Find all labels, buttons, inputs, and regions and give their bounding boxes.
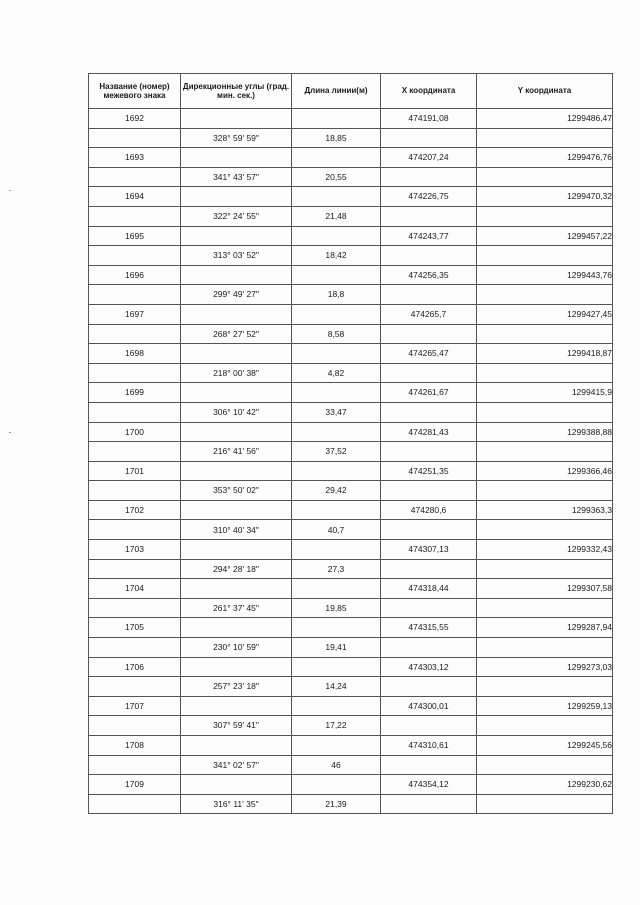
line-length-cell: 27,3 — [292, 559, 381, 579]
line-length-cell: 19,85 — [292, 598, 381, 618]
empty-cell — [381, 559, 477, 579]
direction-angle-cell: 299° 49' 27" — [181, 285, 292, 305]
table-row-segment — [89, 167, 613, 187]
empty-cell — [381, 246, 477, 266]
empty-cell — [89, 677, 181, 697]
empty-cell — [181, 500, 292, 520]
empty-cell — [292, 775, 381, 795]
direction-angle-cell: 353° 50' 02" — [181, 481, 292, 501]
empty-cell — [477, 559, 613, 579]
x-coordinate-cell: 474191,08 — [381, 109, 477, 129]
table-row-segment — [89, 716, 613, 736]
x-coordinate-cell: 474280,6 — [381, 500, 477, 520]
x-coordinate-cell: 474265,7 — [381, 304, 477, 324]
direction-angle-cell: 216° 41' 56" — [181, 442, 292, 462]
empty-cell — [477, 638, 613, 658]
empty-cell — [381, 755, 477, 775]
empty-cell — [89, 246, 181, 266]
point-name-cell: 1702 — [89, 500, 181, 520]
empty-cell — [477, 716, 613, 736]
empty-cell — [181, 383, 292, 403]
table-row-segment — [89, 442, 613, 462]
empty-cell — [477, 246, 613, 266]
x-coordinate-cell: 474281,43 — [381, 422, 477, 442]
direction-angle-cell: 341° 02' 57" — [181, 755, 292, 775]
x-coordinate-cell: 474207,24 — [381, 148, 477, 168]
direction-angle-cell: 316° 11' 35" — [181, 794, 292, 814]
table-row-segment — [89, 324, 613, 344]
line-length-cell: 37,52 — [292, 442, 381, 462]
empty-cell — [181, 109, 292, 129]
table-row-segment — [89, 598, 613, 618]
line-length-cell: 21,48 — [292, 206, 381, 226]
empty-cell — [89, 716, 181, 736]
table-row-segment — [89, 520, 613, 540]
empty-cell — [292, 148, 381, 168]
direction-angle-cell: 294° 28' 18" — [181, 559, 292, 579]
empty-cell — [381, 677, 477, 697]
empty-cell — [181, 696, 292, 716]
boundary-points-table — [88, 73, 613, 814]
empty-cell — [477, 598, 613, 618]
line-length-cell: 18,8 — [292, 285, 381, 305]
direction-angle-cell: 306° 10' 42" — [181, 402, 292, 422]
empty-cell — [292, 736, 381, 756]
point-name-cell: 1695 — [89, 226, 181, 246]
empty-cell — [381, 363, 477, 383]
empty-cell — [381, 402, 477, 422]
direction-angle-cell: 313° 03' 52" — [181, 246, 292, 266]
table-row-segment — [89, 638, 613, 658]
direction-angle-cell: 257° 23' 18" — [181, 677, 292, 697]
table-row-segment — [89, 755, 613, 775]
table-row-point — [89, 500, 613, 520]
x-coordinate-cell: 474303,12 — [381, 657, 477, 677]
direction-angle-cell: 328° 59' 59" — [181, 128, 292, 148]
table-row-segment — [89, 363, 613, 383]
point-name-cell: 1705 — [89, 618, 181, 638]
point-name-cell: 1700 — [89, 422, 181, 442]
y-coordinate-cell: 1299486,47 — [477, 109, 613, 129]
point-name-cell: 1703 — [89, 540, 181, 560]
point-name-cell: 1697 — [89, 304, 181, 324]
empty-cell — [89, 755, 181, 775]
y-coordinate-cell: 1299418,87 — [477, 344, 613, 364]
empty-cell — [181, 187, 292, 207]
y-coordinate-cell: 1299388,88 — [477, 422, 613, 442]
empty-cell — [181, 775, 292, 795]
table-row-point — [89, 579, 613, 599]
y-coordinate-cell: 1299476,76 — [477, 148, 613, 168]
table-row-segment — [89, 206, 613, 226]
table-row-point — [89, 618, 613, 638]
table-row-segment — [89, 285, 613, 305]
empty-cell — [381, 167, 477, 187]
table-row-point — [89, 540, 613, 560]
direction-angle-cell: 218° 00' 38" — [181, 363, 292, 383]
line-length-cell: 18,42 — [292, 246, 381, 266]
table-row-point — [89, 344, 613, 364]
empty-cell — [89, 363, 181, 383]
empty-cell — [292, 226, 381, 246]
empty-cell — [181, 422, 292, 442]
empty-cell — [477, 402, 613, 422]
table-row-point — [89, 187, 613, 207]
direction-angle-cell: 341° 43' 57" — [181, 167, 292, 187]
empty-cell — [477, 481, 613, 501]
table-row-point — [89, 148, 613, 168]
header-y-coordinate: Y координата — [477, 74, 613, 109]
empty-cell — [292, 696, 381, 716]
x-coordinate-cell: 474265,47 — [381, 344, 477, 364]
empty-cell — [89, 167, 181, 187]
header-direction-angle: Дирекционные углы (град. мин. сек.) — [181, 74, 292, 109]
line-length-cell: 40,7 — [292, 520, 381, 540]
empty-cell — [89, 520, 181, 540]
point-name-cell: 1693 — [89, 148, 181, 168]
empty-cell — [381, 442, 477, 462]
empty-cell — [89, 324, 181, 344]
y-coordinate-cell: 1299287,94 — [477, 618, 613, 638]
table-row-point — [89, 736, 613, 756]
x-coordinate-cell: 474354,12 — [381, 775, 477, 795]
point-name-cell: 1707 — [89, 696, 181, 716]
y-coordinate-cell: 1299332,43 — [477, 540, 613, 560]
x-coordinate-cell: 474300,01 — [381, 696, 477, 716]
y-coordinate-cell: 1299245,56 — [477, 736, 613, 756]
empty-cell — [89, 794, 181, 814]
y-coordinate-cell: 1299427,45 — [477, 304, 613, 324]
empty-cell — [89, 481, 181, 501]
empty-cell — [477, 324, 613, 344]
line-length-cell: 18,85 — [292, 128, 381, 148]
point-name-cell: 1701 — [89, 461, 181, 481]
x-coordinate-cell: 474315,55 — [381, 618, 477, 638]
x-coordinate-cell: 474261,67 — [381, 383, 477, 403]
empty-cell — [89, 598, 181, 618]
empty-cell — [181, 265, 292, 285]
empty-cell — [181, 226, 292, 246]
empty-cell — [292, 422, 381, 442]
empty-cell — [477, 755, 613, 775]
empty-cell — [477, 363, 613, 383]
empty-cell — [381, 638, 477, 658]
empty-cell — [381, 206, 477, 226]
line-length-cell: 4,82 — [292, 363, 381, 383]
empty-cell — [292, 618, 381, 638]
empty-cell — [292, 304, 381, 324]
table-row-point — [89, 696, 613, 716]
x-coordinate-cell: 474310,61 — [381, 736, 477, 756]
table-row-point — [89, 383, 613, 403]
x-coordinate-cell: 474256,35 — [381, 265, 477, 285]
table-row-segment — [89, 794, 613, 814]
empty-cell — [381, 324, 477, 344]
empty-cell — [89, 285, 181, 305]
empty-cell — [292, 540, 381, 560]
empty-cell — [292, 344, 381, 364]
x-coordinate-cell: 474243,77 — [381, 226, 477, 246]
table-row-point — [89, 226, 613, 246]
table-row-segment — [89, 559, 613, 579]
table-row-point — [89, 775, 613, 795]
empty-cell — [292, 187, 381, 207]
empty-cell — [292, 461, 381, 481]
empty-cell — [477, 167, 613, 187]
empty-cell — [381, 481, 477, 501]
table-row-point — [89, 657, 613, 677]
empty-cell — [89, 559, 181, 579]
point-name-cell: 1692 — [89, 109, 181, 129]
empty-cell — [181, 344, 292, 364]
table-row-point — [89, 461, 613, 481]
empty-cell — [292, 579, 381, 599]
table-row-point — [89, 109, 613, 129]
empty-cell — [292, 383, 381, 403]
line-length-cell: 19,41 — [292, 638, 381, 658]
empty-cell — [181, 540, 292, 560]
empty-cell — [181, 148, 292, 168]
x-coordinate-cell: 474251,35 — [381, 461, 477, 481]
y-coordinate-cell: 1299470,32 — [477, 187, 613, 207]
point-name-cell: 1709 — [89, 775, 181, 795]
empty-cell — [292, 500, 381, 520]
empty-cell — [477, 206, 613, 226]
line-length-cell: 20,55 — [292, 167, 381, 187]
direction-angle-cell: 307° 59' 41" — [181, 716, 292, 736]
table-row-segment — [89, 481, 613, 501]
table-row-point — [89, 304, 613, 324]
line-length-cell: 21,39 — [292, 794, 381, 814]
point-name-cell: 1706 — [89, 657, 181, 677]
direction-angle-cell: 310° 40' 34" — [181, 520, 292, 540]
y-coordinate-cell: 1299230,62 — [477, 775, 613, 795]
x-coordinate-cell: 474226,75 — [381, 187, 477, 207]
empty-cell — [381, 128, 477, 148]
line-length-cell: 17,22 — [292, 716, 381, 736]
empty-cell — [381, 285, 477, 305]
empty-cell — [181, 304, 292, 324]
empty-cell — [89, 402, 181, 422]
line-length-cell: 14,24 — [292, 677, 381, 697]
table-body — [89, 109, 613, 814]
table-row-point — [89, 422, 613, 442]
empty-cell — [381, 794, 477, 814]
header-x-coordinate: X координата — [381, 74, 477, 109]
direction-angle-cell: 322° 24' 55" — [181, 206, 292, 226]
table-row-segment — [89, 402, 613, 422]
y-coordinate-cell: 1299366,46 — [477, 461, 613, 481]
table-row-point — [89, 265, 613, 285]
point-name-cell: 1698 — [89, 344, 181, 364]
empty-cell — [181, 618, 292, 638]
point-name-cell: 1699 — [89, 383, 181, 403]
point-name-cell: 1694 — [89, 187, 181, 207]
empty-cell — [89, 442, 181, 462]
y-coordinate-cell: 1299415,9 — [477, 383, 613, 403]
direction-angle-cell: 268° 27' 52" — [181, 324, 292, 344]
empty-cell — [292, 657, 381, 677]
y-coordinate-cell: 1299443,76 — [477, 265, 613, 285]
empty-cell — [477, 285, 613, 305]
empty-cell — [477, 442, 613, 462]
scan-mark — [9, 432, 11, 433]
empty-cell — [381, 598, 477, 618]
empty-cell — [292, 265, 381, 285]
empty-cell — [477, 794, 613, 814]
empty-cell — [89, 128, 181, 148]
empty-cell — [381, 716, 477, 736]
y-coordinate-cell: 1299259,13 — [477, 696, 613, 716]
header-line-length: Длина линии(м) — [292, 74, 381, 109]
line-length-cell: 33,47 — [292, 402, 381, 422]
direction-angle-cell: 261° 37' 45" — [181, 598, 292, 618]
x-coordinate-cell: 474318,44 — [381, 579, 477, 599]
y-coordinate-cell: 1299363,3 — [477, 500, 613, 520]
direction-angle-cell: 230° 10' 59" — [181, 638, 292, 658]
empty-cell — [292, 109, 381, 129]
point-name-cell: 1708 — [89, 736, 181, 756]
empty-cell — [477, 520, 613, 540]
empty-cell — [89, 206, 181, 226]
empty-cell — [477, 128, 613, 148]
point-name-cell: 1696 — [89, 265, 181, 285]
x-coordinate-cell: 474307,13 — [381, 540, 477, 560]
header-point-name: Название (номер) межевого знака — [89, 74, 181, 109]
table-row-segment — [89, 677, 613, 697]
y-coordinate-cell: 1299457,22 — [477, 226, 613, 246]
line-length-cell: 29,42 — [292, 481, 381, 501]
table-header-row — [89, 74, 613, 109]
empty-cell — [181, 657, 292, 677]
scan-mark — [9, 190, 11, 191]
y-coordinate-cell: 1299273,03 — [477, 657, 613, 677]
empty-cell — [181, 579, 292, 599]
table-row-segment — [89, 128, 613, 148]
empty-cell — [381, 520, 477, 540]
empty-cell — [89, 638, 181, 658]
empty-cell — [181, 461, 292, 481]
line-length-cell: 8,58 — [292, 324, 381, 344]
point-name-cell: 1704 — [89, 579, 181, 599]
y-coordinate-cell: 1299307,58 — [477, 579, 613, 599]
line-length-cell: 46 — [292, 755, 381, 775]
empty-cell — [477, 677, 613, 697]
table-row-segment — [89, 246, 613, 266]
empty-cell — [181, 736, 292, 756]
